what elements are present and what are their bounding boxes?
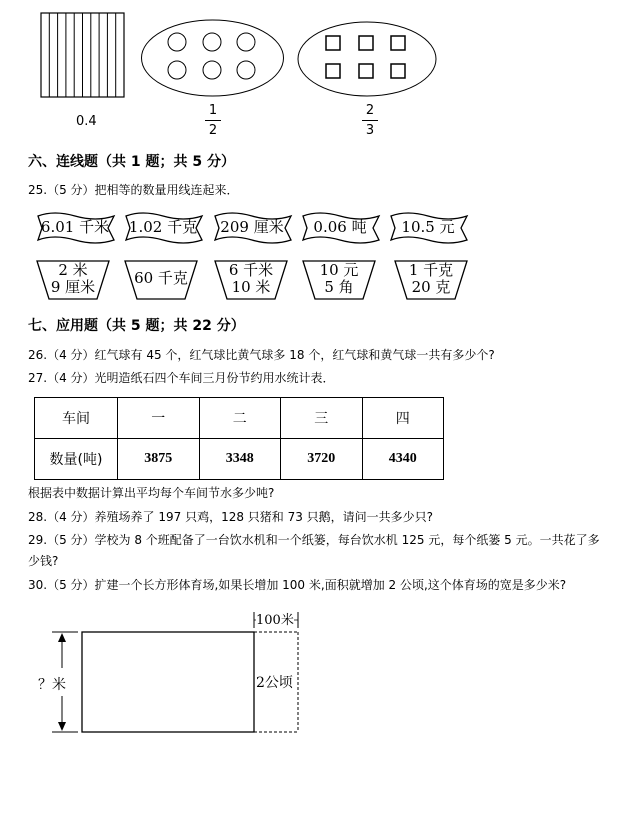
question-27: 27.（4 分）光明造纸石四个车间三月份节约用水统计表．	[28, 371, 335, 385]
question-30: 30.（5 分）扩建一个长方形体育场,如果长增加 100 米,面积就增加 2 公顷,这个体育场的宽是多少米?	[28, 578, 567, 592]
banner-label: 1.02 千克	[128, 218, 198, 236]
trapezoid-item[interactable]	[124, 260, 198, 300]
question-29-line-2: 少钱?	[28, 554, 59, 568]
trapezoid-line-2: 9 厘米	[50, 278, 96, 296]
table-header-cell: 一	[118, 398, 200, 439]
section-six-title: 六、连线题（共 1 题；共 5 分）	[28, 154, 235, 170]
banner-item[interactable]	[32, 210, 118, 246]
water-saving-table	[34, 397, 444, 480]
trapezoid-item[interactable]	[36, 260, 110, 300]
table-cell: 3348	[199, 439, 281, 480]
table-header-cell: 四	[362, 398, 444, 439]
extension-length-label: 100米	[256, 609, 294, 628]
question-25: 25.（5 分）把相等的数量用线连起来．	[28, 183, 239, 197]
question-27-ask: 根据表中数据计算出平均每个车间节水多少吨?	[28, 486, 275, 500]
banner-label: 6.01 千米	[40, 218, 110, 236]
table-row	[35, 439, 444, 480]
trapezoid-line-2: 5 角	[324, 278, 354, 296]
table-header-row	[35, 398, 444, 439]
question-29-line-1: 29.（5 分）学校为 8 个班配备了一台饮水机和一个纸篓，每台饮水机 125 元，每个纸篓 5 元。一共花了多	[28, 533, 600, 547]
trapezoid-item[interactable]	[214, 260, 288, 300]
trapezoid-line-2: 20 克	[411, 278, 451, 296]
trapezoid-line-1: 10 元	[319, 261, 359, 279]
table-cell: 3720	[281, 439, 363, 480]
table-header-cell: 三	[281, 398, 363, 439]
banner-item[interactable]	[209, 210, 295, 246]
question-28: 28.（4 分）养殖场养了 197 只鸡，128 只猪和 73 只鹅，请问一共多少只?	[28, 510, 434, 524]
banner-item[interactable]	[297, 210, 383, 246]
trapezoid-line-1: 1 千克	[408, 261, 454, 279]
trapezoid-item[interactable]	[394, 260, 468, 300]
trapezoid-line-1: 2 米	[58, 261, 88, 279]
banner-label: 0.06 吨	[313, 218, 367, 236]
table-header-cell: 二	[199, 398, 281, 439]
fraction-numerator: 2	[365, 103, 375, 118]
trapezoid-line-1: 60 千克	[134, 269, 188, 287]
banner-item[interactable]	[120, 210, 206, 246]
figure-label-decimal: 0.4	[76, 114, 97, 129]
sports-field-diagram	[38, 604, 308, 744]
section-seven-title: 七、应用题（共 5 题；共 22 分）	[28, 318, 245, 334]
fraction-denominator: 2	[208, 123, 218, 138]
banner-item[interactable]	[385, 210, 471, 246]
area-increase-label: 2公顷	[256, 675, 293, 691]
striped-rectangle-figure	[40, 12, 125, 98]
banner-label: 209 厘米	[220, 218, 284, 236]
trapezoid-line-1: 6 千米	[228, 261, 274, 279]
question-26: 26.（4 分）红气球有 45 个，红气球比黄气球多 18 个，红气球和黄气球一共有多少个?	[28, 348, 495, 362]
ellipse-with-circles-figure	[140, 18, 285, 98]
trapezoid-line-2: 10 米	[231, 278, 271, 296]
table-cell: 3875	[118, 439, 200, 480]
fraction-one-half	[205, 103, 221, 138]
table-row-label: 数量(吨)	[35, 439, 118, 480]
width-unknown-label: ？米	[38, 674, 66, 694]
fraction-two-thirds	[362, 103, 378, 138]
table-header-cell: 车间	[35, 398, 118, 439]
fraction-denominator: 3	[365, 123, 375, 138]
fraction-numerator: 1	[208, 103, 218, 118]
table-cell: 4340	[362, 439, 444, 480]
trapezoid-item[interactable]	[302, 260, 376, 300]
ellipse-with-squares-figure	[297, 20, 437, 98]
banner-label: 10.5 元	[401, 218, 455, 236]
